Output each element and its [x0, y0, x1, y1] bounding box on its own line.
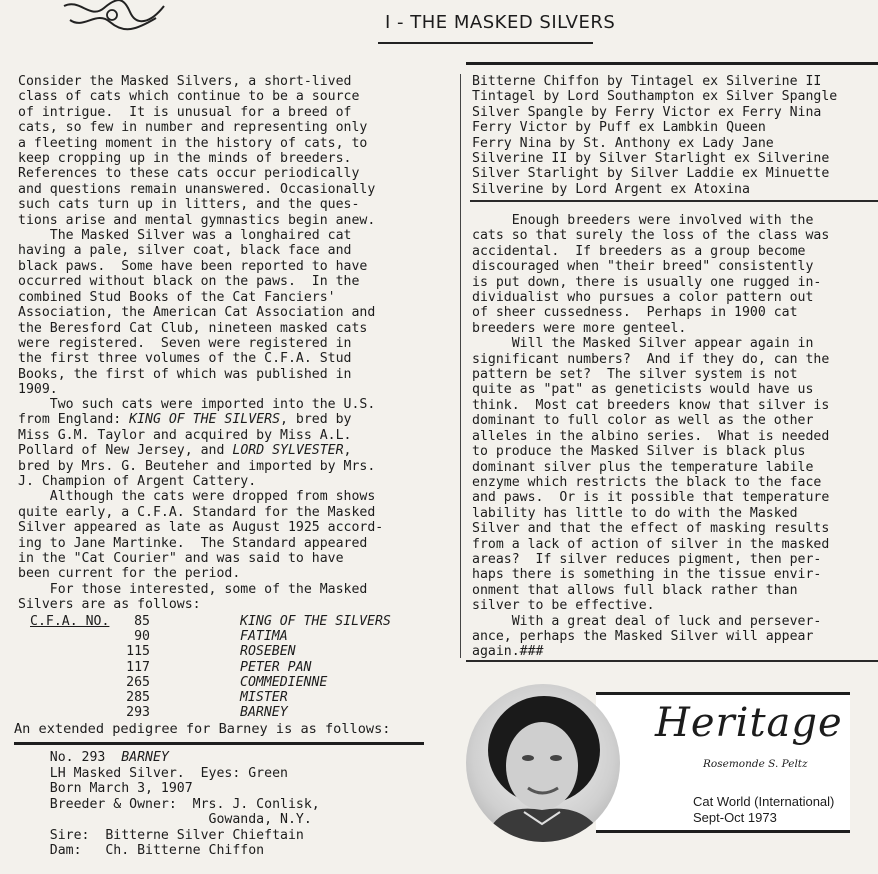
pedigree-intro: An extended pedigree for Barney is as follows:: [14, 721, 391, 737]
cfa-cat-name: MISTER: [240, 690, 288, 706]
left-import-paragraphs: [18, 397, 383, 613]
para-part-c: , bred by Miss G.M. Taylor and acquired by Miss A.L. Pollard of New Jersey, and: [18, 412, 352, 459]
right-body-text: Enough breeders were involved with the cats so that surely the loss of the class was accidental. If breeders as a group become discouraged when "their breed" consistently is put down, there is usually one rugged in- dividualist who pursues a color pattern out of sheer cussedness. Perhaps in 1900 cat breeders were more genteel. Will the Masked Silver appear again in significant numbers? And if they do, can the pattern be set? The silver system is not quite as "pat" as geneticists would have us think. Most cat breeders know that silver is dominant to full color as well as the other alleles in the albino series. What is needed to produce the Masked Silver is black plus dominant silver plus the temperature labile enzyme which restricts the black to the face and paws. Or is it possible that temperature lability has little to do with the Masked Silver and that the effect of masking results from a lack of action of silver in the masked areas? If silver reduces pigment, then per- haps there is something in the tissue envir- onment that allows full black rather than silver to be effective. With a great deal of luck and persever- ance, perhaps the Masked Silver will appear again.###: [472, 213, 830, 660]
column-divider: [460, 74, 461, 658]
cfa-cat-name: BARNEY: [240, 705, 288, 721]
right-bottom-rule: [466, 660, 878, 662]
decorative-scroll-ornament: [60, 0, 168, 34]
cfa-number: 115: [126, 644, 150, 660]
author-portrait: [466, 684, 620, 842]
cfa-number: 117: [126, 659, 150, 675]
cfa-row: [30, 690, 430, 705]
cat-name-sylvester: LORD SYLVESTER: [232, 443, 344, 459]
ancestry-lines: Bitterne Chiffon by Tintagel ex Silverine II Tintagel by Lord Southampton ex Silver Spangle Silver Spangle by Ferry Victor ex Ferry Nina Ferry Victor by Puff ex Lambkin Queen Ferry Nina by St. Anthony ex Lady Jane Silverine II by Silver Starlight ex Silverine Silver Starlight by Silver Laddie ex Minuette Silverine by Lord Argent ex Atoxina: [472, 74, 838, 197]
cfa-number: 285: [126, 690, 150, 706]
heritage-title: Heritage: [655, 700, 843, 746]
heritage-bottom-rule: [596, 830, 850, 833]
cfa-label: C.F.A. NO.: [30, 614, 110, 629]
right-top-rule: [466, 62, 878, 65]
pedigree-rule: [14, 742, 424, 745]
cfa-cat-name: FATIMA: [240, 629, 288, 645]
cfa-row: [30, 614, 430, 629]
cfa-row: [30, 629, 430, 644]
cfa-row: [30, 644, 430, 659]
cfa-cat-name: ROSEBEN: [240, 644, 296, 660]
left-intro-paragraphs: Consider the Masked Silvers, a short-lived class of cats which continue to be a source of intrigue. It is unusual for a breed of cats, so few in number and representing only a fleeting moment in the history of cats, to keep cropping up in the minds of breeders. References to these cats occur periodically and questions remain unanswered. Occasionally such cats turn up in litters, and the ques- tions arise and mental gymnastics begin anew. The Masked Silver was a longhaired cat having a pale, silver coat, black face and black paws. Some have been reported to have occurred without black on the paws. In the combined Stud Books of the Cat Fanciers' Association, the American Cat Association and the Beresford Cat Club, nineteen masked cats were registered. Seven were registered in the first three volumes of the C.F.A. Stud Books, the first of which was published in 1909.: [18, 74, 376, 398]
cfa-list: [30, 614, 430, 720]
cfa-number: 265: [126, 674, 150, 690]
cfa-cat-name: COMMEDIENNE: [240, 674, 328, 690]
para-part-e: , bred by Mrs. G. Beuteher and imported by Mrs. J. Champion of Argent Cattery. Although the cats were dropped from shows quite early, a C.F.A. Standard for the Masked Silver appeared as late as August 1925 accord- ing to Jane Martinke. The Standard appeared in the "Cat Courier" and was said to have been current for the period. For those interested, some of the Masked Silvers are as follows:: [18, 443, 384, 613]
cfa-cat-name: PETER PAN: [240, 659, 312, 675]
heritage-top-rule: [596, 692, 850, 695]
cfa-row: [30, 660, 430, 675]
author-name: Rosemonde S. Peltz: [703, 758, 808, 770]
pedigree-details: LH Masked Silver. Eyes: Green Born March 3, 1907 Breeder & Owner: Mrs. J. Conlisk, Gowanda, N.Y. Sire: Bitterne Silver Chieftain Dam: Ch. Bitterne Chiffon: [49, 766, 320, 859]
pedigree-barney: [18, 750, 169, 765]
cat-name-king: KING OF THE SILVERS: [129, 412, 281, 428]
cfa-number: 293: [126, 705, 150, 721]
cfa-number: 85: [134, 614, 150, 629]
cfa-cat-name: KING OF THE SILVERS: [240, 614, 391, 629]
ancestry-rule: [470, 200, 878, 202]
pedigree-number: No. 293: [49, 750, 106, 765]
title-underline: [378, 42, 593, 44]
pedigree-cat-name: BARNEY: [121, 750, 169, 765]
cfa-number: 90: [134, 629, 150, 645]
cfa-row: [30, 705, 430, 720]
para-part-a: Two such cats were imported into the U.S. from England:: [18, 397, 376, 428]
cfa-row: [30, 675, 430, 690]
portrait-image: [466, 684, 620, 842]
page-title: I - THE MASKED SILVERS: [385, 12, 616, 33]
source-caption: Cat World (International) Sept-Oct 1973: [693, 794, 835, 825]
